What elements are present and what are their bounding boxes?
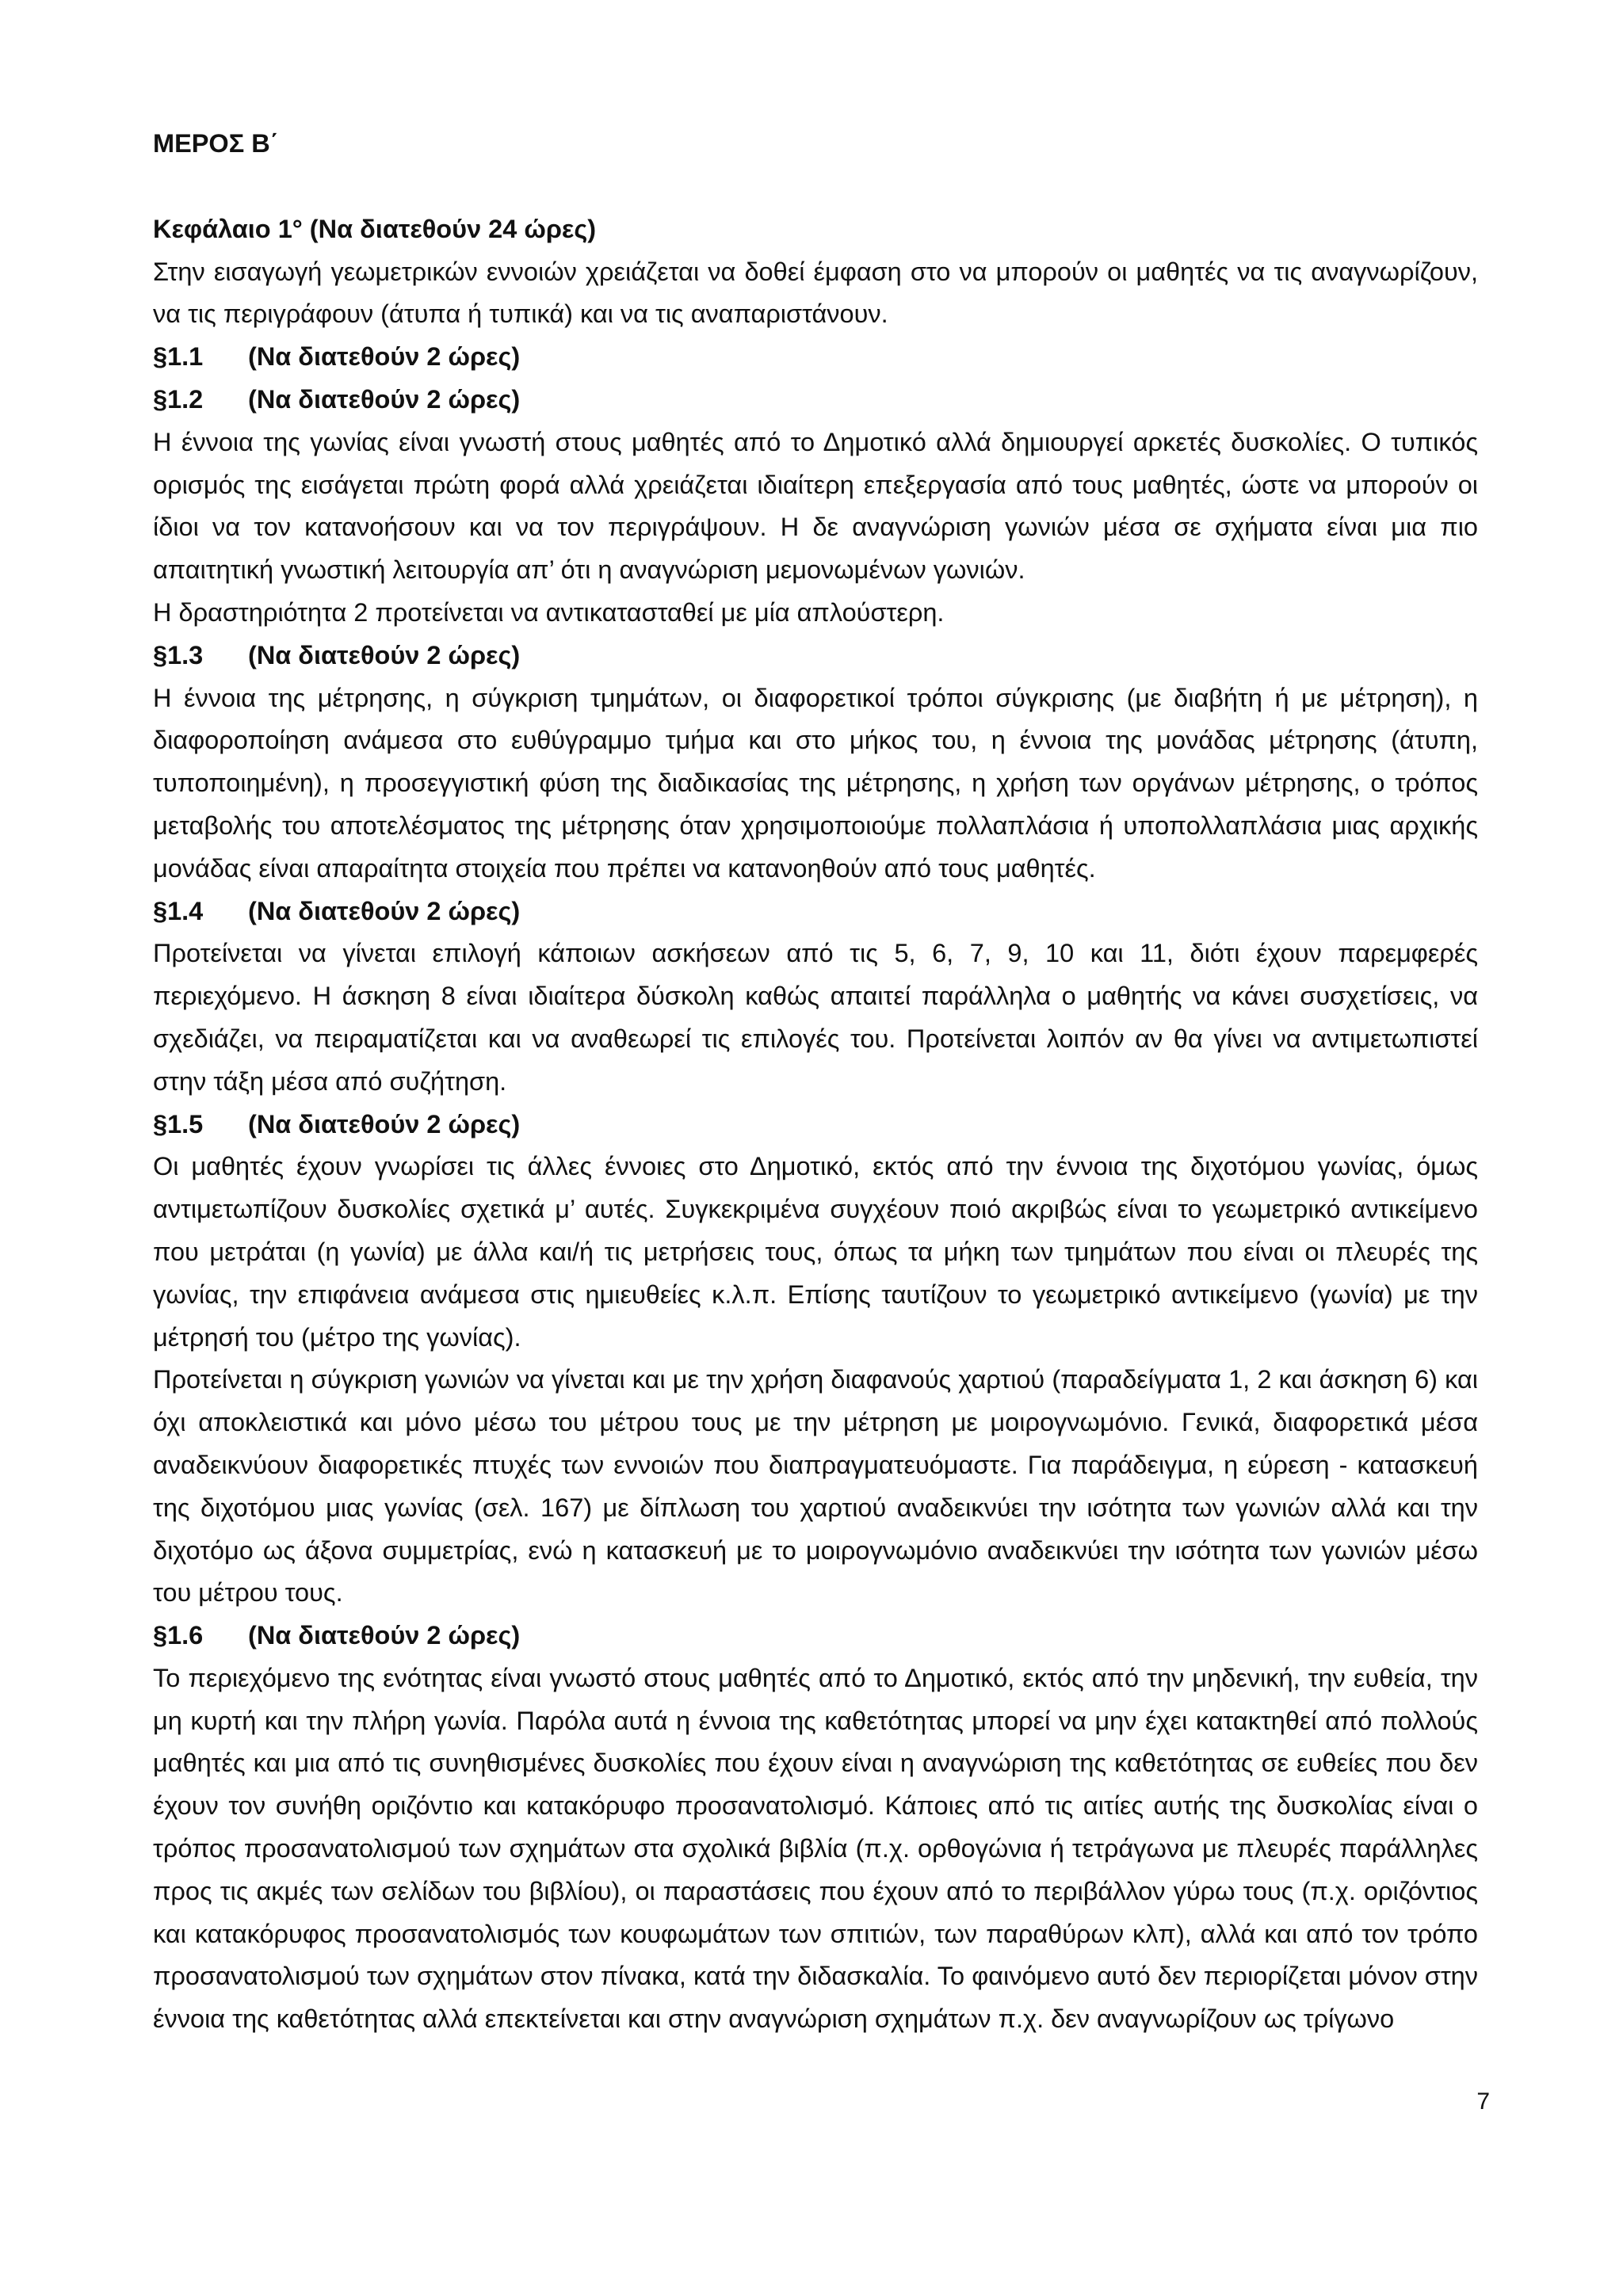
paragraph: Η έννοια της μέτρησης, η σύγκριση τμημάτων, οι διαφορετικοί τρόποι σύγκρισης (με διαβήτη ή με μέτρηση), η διαφοροποίηση ανάμεσα στο ευθύγραμμο τμήμα και στο μήκος του, η έννοια της μονάδας μέτρησης (άτυπη, τυποποιημένη), η προσεγγιστική φύση της διαδικασίας της μέτρησης, η χρήση των οργάνων μέτρησης, ο τρόπος μεταβολής του αποτελέσματος της μέτρησης όταν χρησιμοποιούμε πολλαπλάσια ή υποπολλαπλάσια μιας αρχικής μονάδας είναι απαραίτητα στοιχεία που πρέπει να κατανοηθούν από τους μαθητές. [153, 683, 1478, 883]
section-hours: (Να διατεθούν 2 ώρες) [248, 384, 521, 414]
section-heading [153, 336, 1478, 379]
page-content [153, 123, 1478, 2041]
section-heading [153, 1104, 1478, 1146]
section-hours: (Να διατεθούν 2 ώρες) [248, 1621, 521, 1650]
section-number: §1.1 [153, 342, 204, 372]
section-hours: (Να διατεθούν 2 ώρες) [248, 640, 521, 669]
section-number: §1.3 [153, 640, 204, 669]
section-number: §1.6 [153, 1621, 204, 1650]
section-hours: (Να διατεθούν 2 ώρες) [248, 1109, 521, 1138]
section-number: §1.2 [153, 384, 204, 414]
chapter-title: Κεφάλαιο 1° (Να διατεθούν 24 ώρες) [153, 214, 597, 243]
section-number: §1.5 [153, 1109, 204, 1138]
paragraph: Η έννοια της γωνίας είναι γνωστή στους μαθητές από το Δημοτικό αλλά δημιουργεί αρκετές δυσκολίες. Ο τυπικός ορισμός της εισάγεται πρώτη φορά αλλά χρειάζεται ιδιαίτερη επεξεργασία από τους μαθητές, ώστε να μπορούν οι ίδιοι να τον κατανοήσουν και να τον περιγράψουν. Η δε αναγνώριση γωνιών μέσα σε σχήματα είναι μια πιο απαιτητική γνωστική λειτουργία απ’ ότι η αναγνώριση μεμονωμένων γωνιών. [153, 427, 1478, 585]
section-hours: (Να διατεθούν 2 ώρες) [248, 342, 521, 372]
section-heading [153, 1615, 1478, 1657]
paragraph: Το περιεχόμενο της ενότητας είναι γνωστό στους μαθητές από το Δημοτικό, εκτός από την μηδενική, την ευθεία, την μη κυρτή και την πλήρη γωνία. Παρόλα αυτά η έννοια της καθετότητας μπορεί να μην έχει κατακτηθεί από πολλούς μαθητές και μια από τις συνηθισμένες δυσκολίες που έχουν είναι η αναγνώριση της καθετότητας σε ευθείες που δεν έχουν τον συνήθη οριζόντιο και κατακόρυφο προσανατολισμό. Κάποιες από τις αιτίες αυτής της δυσκολίας είναι ο τρόπος προσανατολισμού των σχημάτων στα σχολικά βιβλία (π.χ. ορθογώνια ή τετράγωνα με πλευρές παράλληλες προς τις ακμές των σελίδων του βιβλίου), οι παραστάσεις που έχουν από το περιβάλλον γύρω τους (π.χ. οριζόντιος και κατακόρυφος προσανατολισμός των κουφωμάτων των σπιτιών, των παραθύρων κλπ), αλλά και από τον τρόπο προσανατολισμού των σχημάτων στον πίνακα, κατά την διδασκαλία. Το φαινόμενο αυτό δεν περιορίζεται μόνον στην έννοια της καθετότητας αλλά επεκτείνεται και στην αναγνώριση σχημάτων π.χ. δεν αναγνωρίζουν ως τρίγωνο [153, 1663, 1478, 2034]
section-heading [153, 635, 1478, 677]
section-hours: (Να διατεθούν 2 ώρες) [248, 896, 521, 925]
paragraph: Η δραστηριότητα 2 προτείνεται να αντικατασταθεί με μία απλούστερη. [153, 597, 945, 627]
section-heading [153, 891, 1478, 933]
chapter-intro: Στην εισαγωγή γεωμετρικών εννοιών χρειάζεται να δοθεί έμφαση στο να μπορούν οι μαθητές να τις αναγνωρίζουν, να τις περιγράφουν (άτυπα ή τυπικά) και να τις αναπαριστάνουν. [153, 257, 1478, 329]
section-heading [153, 379, 1478, 421]
page-number: 7 [1476, 2088, 1490, 2115]
section-number: §1.4 [153, 896, 204, 925]
paragraph: Προτείνεται να γίνεται επιλογή κάποιων ασκήσεων από τις 5, 6, 7, 9, 10 και 11, διότι έχουν παρεμφερές περιεχόμενο. Η άσκηση 8 είναι ιδιαίτερα δύσκολη καθώς απαιτεί παράλληλα ο μαθητής να κάνει συσχετίσεις, να σχεδιάζει, να πειραματίζεται και να αναθεωρεί τις επιλογές του. Προτείνεται λοιπόν αν θα γίνει να αντιμετωπιστεί στην τάξη μέσα από συζήτηση. [153, 939, 1478, 1096]
paragraph: Προτείνεται η σύγκριση γωνιών να γίνεται και με την χρήση διαφανούς χαρτιού (παραδείγματα 1, 2 και άσκηση 6) και όχι αποκλειστικά και μόνο μέσω του μέτρου τους με την μέτρηση με μοιρογνωμόνιο. Γενικά, διαφορετικά μέσα αναδεικνύουν διαφορετικές πτυχές των εννοιών που διαπραγματευόμαστε. Για παράδειγμα, η εύρεση - κατασκευή της διχοτόμου μιας γωνίας (σελ. 167) με δίπλωση του χαρτιού αναδεικνύει την ισότητα των γωνιών αλλά και την διχοτόμο ως άξονα συμμετρίας, ενώ η κατασκευή με το μοιρογνωμόνιο αναδεικνύει την ισότητα των γωνιών μέσω του μέτρου τους. [153, 1365, 1478, 1608]
part-title: ΜΕΡΟΣ Β΄ [153, 129, 279, 158]
paragraph: Οι μαθητές έχουν γνωρίσει τις άλλες έννοιες στο Δημοτικό, εκτός από την έννοια της διχοτόμου γωνίας, όμως αντιμετωπίζουν δυσκολίες σχετικά μ’ αυτές. Συγκεκριμένα συγχέουν ποιό ακριβώς είναι το γεωμετρικό αντικείμενο που μετράται (η γωνία) με άλλα και/ή τις μετρήσεις τους, όπως τα μήκη των τμημάτων που είναι οι πλευρές της γωνίας, την επιφάνεια ανάμεσα στις ημιευθείες κ.λ.π. Επίσης ταυτίζουν το γεωμετρικό αντικείμενο (γωνία) με την μέτρησή του (μέτρο της γωνίας). [153, 1152, 1478, 1352]
